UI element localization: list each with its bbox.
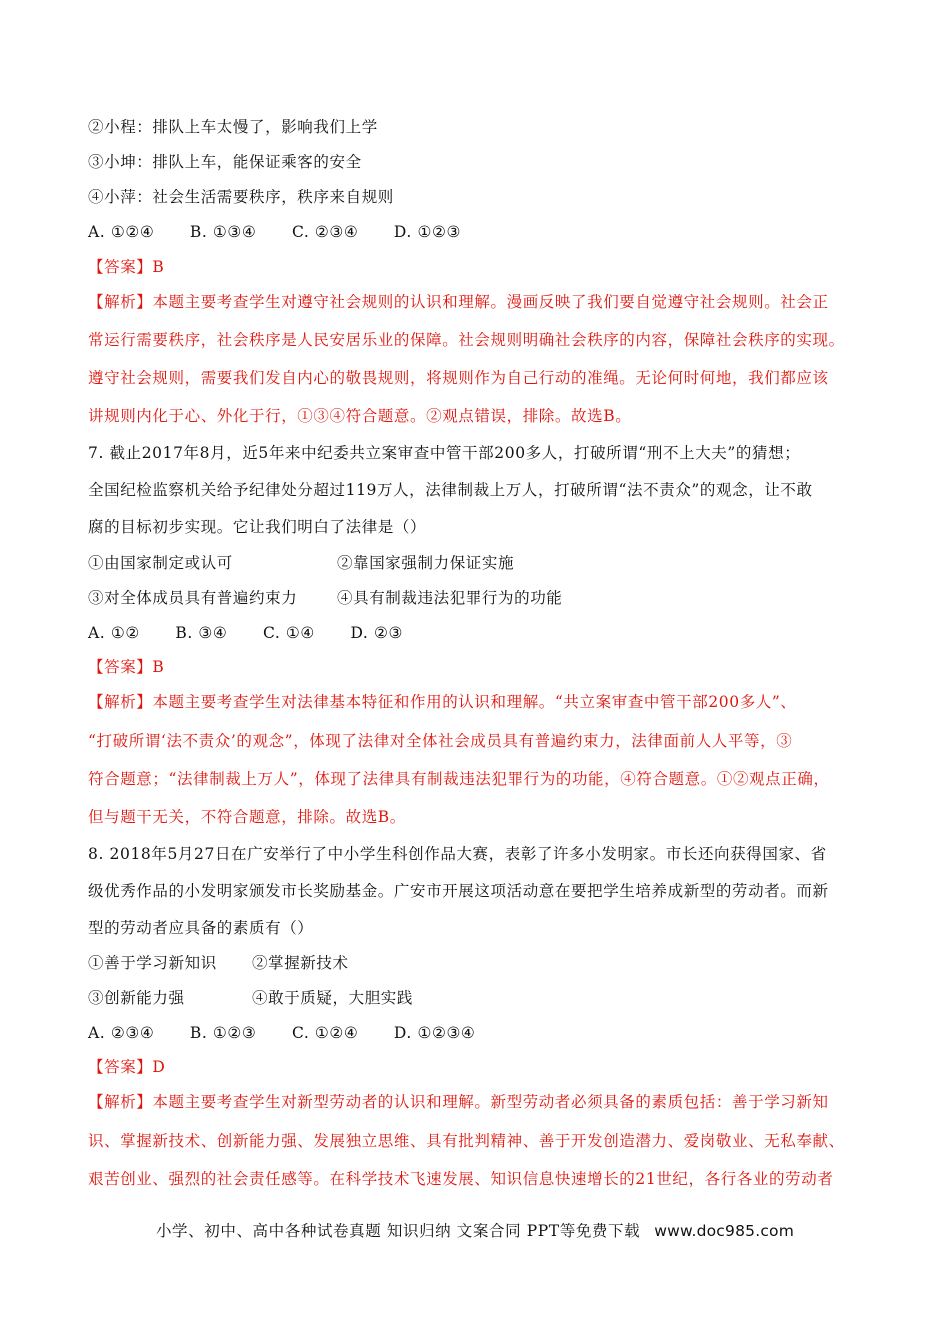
q7-choice-c: C. ①④ xyxy=(262,624,315,642)
q8-choices xyxy=(88,1023,475,1043)
q8-option-3: ③创新能力强 xyxy=(88,989,185,1007)
q6-analysis-line-3: 遵守社会规则，需要我们发自内心的敬畏规则，将规则作为自己行动的准绳。无论何时何地，我们都应该 xyxy=(88,369,829,387)
q7-stem-line-3: 腐的目标初步实现。它让我们明白了法律是（） xyxy=(88,518,427,536)
q6-choice-d: D. ①②③ xyxy=(393,223,461,241)
q7-choices xyxy=(88,623,403,643)
q6-option-4: ④小萍：社会生活需要秩序，秩序来自规则 xyxy=(88,188,394,206)
footer-text: 小学、初中、高中各种试卷真题 知识归纳 文案合同 PPT等免费下载 xyxy=(155,1222,641,1240)
q6-answer: 【答案】B xyxy=(88,258,165,276)
page-footer xyxy=(0,1221,950,1241)
q8-choice-c: C. ①②④ xyxy=(291,1024,359,1042)
q8-analysis-line-2: 识、掌握新技术、创新能力强、发展独立思维、具有批判精神、善于开发创造潜力、爱岗敬业、无私奉献、 xyxy=(88,1132,845,1150)
q8-choice-d: D. ①②③④ xyxy=(393,1024,476,1042)
q8-stem-line-3: 型的劳动者应具备的素质有（） xyxy=(88,919,314,937)
q6-choice-b: B. ①③④ xyxy=(189,223,257,241)
q6-choices xyxy=(88,222,461,242)
q7-option-3: ③对全体成员具有普遍约束力 xyxy=(88,589,298,607)
q8-option-1: ①善于学习新知识 xyxy=(88,954,217,972)
q7-analysis-line-2: “打破所谓‘法不责众’的观念”，体现了法律对全体社会成员具有普遍约束力，法律面前人人平等，③ xyxy=(88,732,793,750)
q7-stem-line-1: 7. 截止2017年8月，近5年来中纪委共立案审查中管干部200多人，打破所谓“刑不上大夫”的猜想； xyxy=(88,444,801,462)
q6-choice-a: A. ①②④ xyxy=(88,223,155,241)
q7-analysis-line-1: 【解析】本题主要考查学生对法律基本特征和作用的认识和理解。“共立案审查中管干部200多人”、 xyxy=(88,693,797,711)
q7-option-4: ④具有制裁违法犯罪行为的功能 xyxy=(337,589,563,607)
q8-choice-a: A. ②③④ xyxy=(88,1024,155,1042)
q6-analysis-line-1: 【解析】本题主要考查学生对遵守社会规则的认识和理解。漫画反映了我们要自觉遵守社会规则。社会正 xyxy=(88,293,829,311)
q6-analysis-line-4: 讲规则内化于心、外化于行，①③④符合题意。②观点错误，排除。故选B。 xyxy=(88,407,632,425)
q8-stem-line-2: 级优秀作品的小发明家颁发市长奖励基金。广安市开展这项活动意在要把学生培养成新型的劳动者。而新 xyxy=(88,882,829,900)
q7-option-1: ①由国家制定或认可 xyxy=(88,554,233,572)
q7-option-2: ②靠国家强制力保证实施 xyxy=(337,554,515,572)
q7-answer: 【答案】B xyxy=(88,658,165,676)
q7-choice-d: D. ②③ xyxy=(350,624,403,642)
q8-option-2: ②掌握新技术 xyxy=(252,954,349,972)
q7-analysis-line-4: 但与题干无关，不符合题意，排除。故选B。 xyxy=(88,808,406,826)
q8-option-4: ④敢于质疑，大胆实践 xyxy=(252,989,414,1007)
q7-choice-a: A. ①② xyxy=(88,624,140,642)
q8-choice-b: B. ①②③ xyxy=(189,1024,257,1042)
q6-option-3: ③小坤：排队上车，能保证乘客的安全 xyxy=(88,153,362,171)
q6-option-2: ②小程：排队上车太慢了，影响我们上学 xyxy=(88,118,378,136)
q8-answer: 【答案】D xyxy=(88,1058,166,1076)
q8-analysis-line-3: 艰苦创业、强烈的社会责任感等。在科学技术飞速发展、知识信息快速增长的21世纪，各行各业的劳动者 xyxy=(88,1170,834,1188)
q7-stem-line-2: 全国纪检监察机关给予纪律处分超过119万人，法律制裁上万人，打破所谓“法不责众”的观念，让不敢 xyxy=(88,481,813,499)
footer-url[interactable]: www.doc985.com xyxy=(654,1222,795,1240)
q8-analysis-line-1: 【解析】本题主要考查学生对新型劳动者的认识和理解。新型劳动者必须具备的素质包括：善于学习新知 xyxy=(88,1093,829,1111)
q8-stem-line-1: 8. 2018年5月27日在广安举行了中小学生科创作品大赛，表彰了许多小发明家。市长还向获得国家、省 xyxy=(88,845,827,863)
q7-choice-b: B. ③④ xyxy=(175,624,228,642)
q6-choice-c: C. ②③④ xyxy=(291,223,359,241)
q7-analysis-line-3: 符合题意；“法律制裁上万人”，体现了法律具有制裁违法犯罪行为的功能，④符合题意。①②观点正确， xyxy=(88,770,830,788)
q6-analysis-line-2: 常运行需要秩序，社会秩序是人民安居乐业的保障。社会规则明确社会秩序的内容，保障社会秩序的实现。 xyxy=(88,331,845,349)
